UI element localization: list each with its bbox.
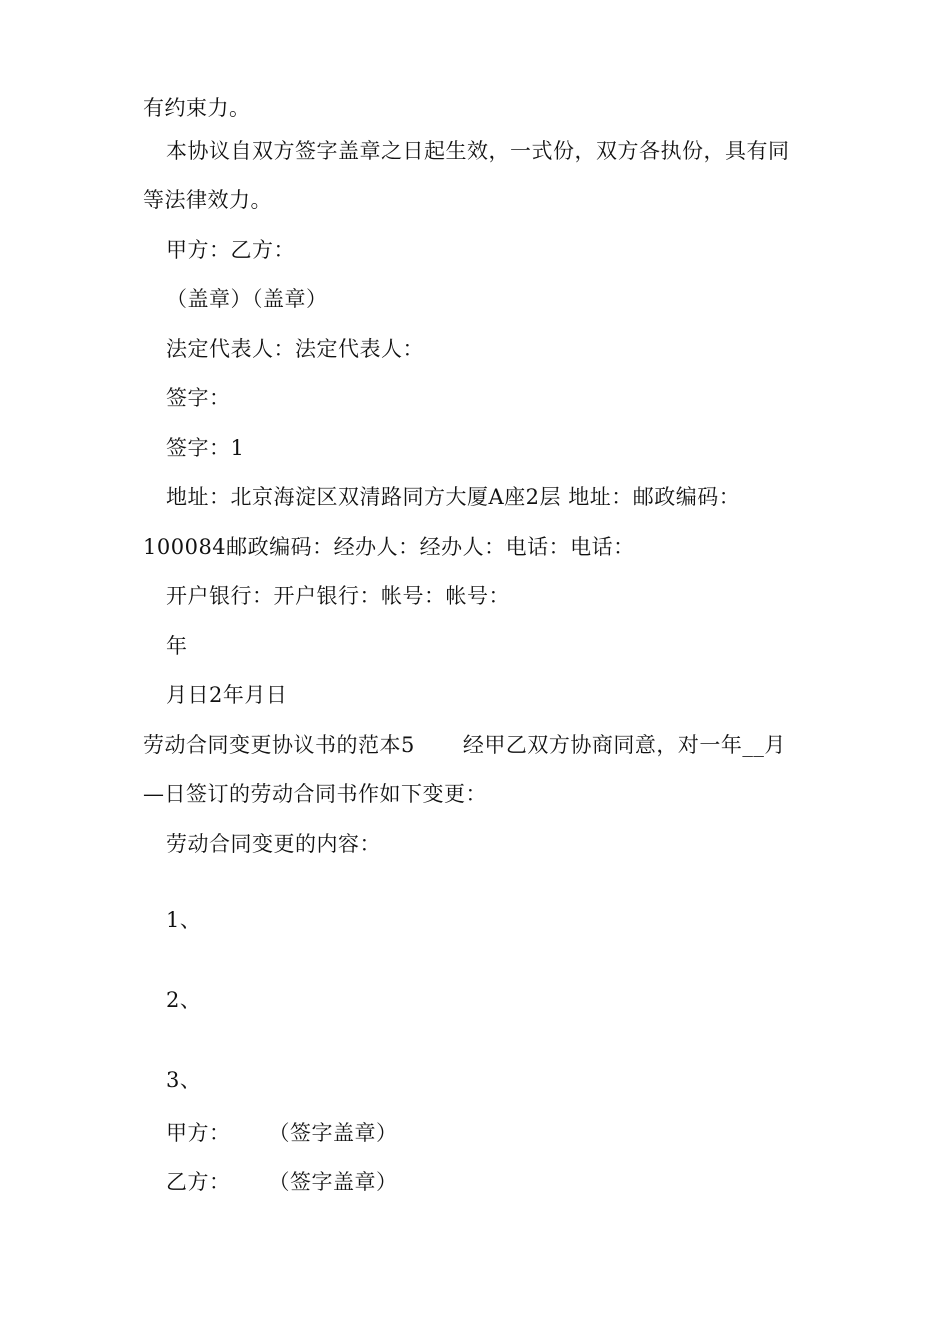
party-a-signature-line bbox=[166, 1119, 398, 1147]
signature-line: 签字： bbox=[166, 386, 231, 410]
list-item: 3、 bbox=[166, 1068, 202, 1092]
party-labels-line: 甲方：乙方： bbox=[166, 238, 295, 262]
section-heading-line bbox=[143, 731, 786, 759]
paragraph-line: 等法律效力。 bbox=[143, 188, 272, 212]
list-item: 1、 bbox=[166, 908, 202, 932]
party-label: 乙方： bbox=[166, 1170, 231, 1194]
seal-line: （盖章）（盖章） bbox=[166, 287, 328, 311]
address-line: 地址：北京海淀区双清路同方大厦A座2层 地址：邮政编码： bbox=[166, 485, 741, 509]
paragraph-line: 本协议自双方签字盖章之日起生效，一式份，双方各执份，具有同 bbox=[166, 139, 790, 163]
date-line: 年 bbox=[166, 634, 188, 658]
party-label: 甲方： bbox=[166, 1121, 231, 1145]
bank-account-line: 开户银行：开户银行：帐号：帐号： bbox=[166, 584, 510, 608]
paragraph-text: 经甲乙双方协商同意，对一年__月 bbox=[462, 733, 786, 757]
signature-line: 签字：1 bbox=[166, 436, 245, 460]
paragraph-line: 有约束力。 bbox=[143, 96, 251, 120]
list-item: 2、 bbox=[166, 988, 202, 1012]
paragraph-line: 劳动合同变更的内容： bbox=[166, 832, 381, 856]
party-b-signature-line bbox=[166, 1168, 398, 1196]
seal-label: （签字盖章） bbox=[268, 1170, 398, 1194]
seal-label: （签字盖章） bbox=[268, 1121, 398, 1145]
section-heading: 劳动合同变更协议书的范本5 bbox=[143, 733, 415, 757]
postcode-line: 100084邮政编码：经办人：经办人：电话：电话： bbox=[143, 535, 635, 559]
legal-representative-line: 法定代表人：法定代表人： bbox=[166, 337, 424, 361]
date-line: 月日2年月日 bbox=[166, 683, 288, 707]
paragraph-line: —日签订的劳动合同书作如下变更： bbox=[143, 782, 487, 806]
